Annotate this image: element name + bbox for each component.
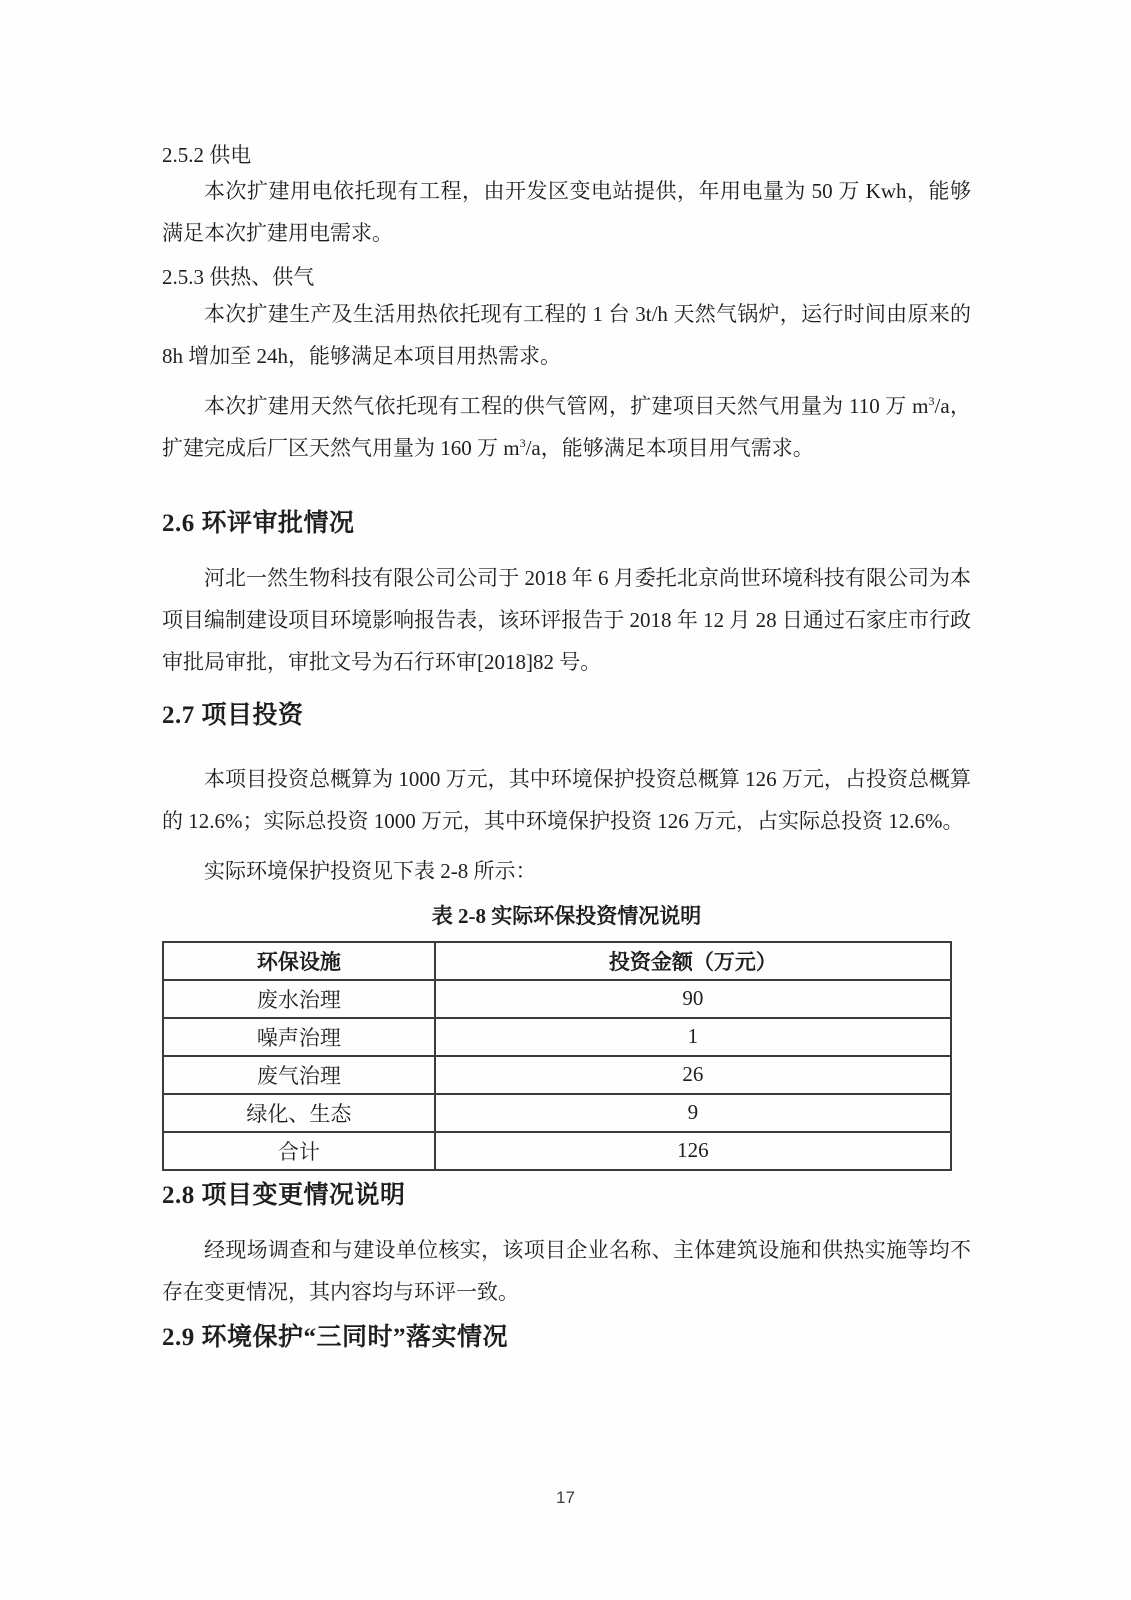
heading-2-7-investment: 2.7 项目投资 bbox=[162, 701, 304, 729]
amount-cell: 90 bbox=[435, 980, 951, 1018]
heading-2-9-three-simultaneous: 2.9 环境保护“三同时”落实情况 bbox=[162, 1323, 509, 1351]
table-header-facility: 环保设施 bbox=[163, 942, 435, 980]
heading-2-6-eia-approval: 2.6 环评审批情况 bbox=[162, 509, 355, 537]
cubic-superscript-1: 3 bbox=[928, 393, 935, 408]
paragraph-investment-table-intro: 实际环境保护投资见下表 2-8 所示： bbox=[204, 859, 537, 884]
amount-cell: 26 bbox=[435, 1056, 951, 1094]
facility-cell: 噪声治理 bbox=[163, 1018, 435, 1056]
table-row-exhaust-gas bbox=[163, 1056, 951, 1094]
paragraph-investment-summary: 本项目投资总概算为 1000 万元，其中环境保护投资总概算 126 万元，占投资总概算的 12.6%；实际总投资 1000 万元，其中环境保护投资 126 万元，占实际总投资 12.6%。 bbox=[162, 767, 971, 834]
paragraph-heat-supply: 本次扩建生产及生活用热依托现有工程的 1 台 3t/h 天然气锅炉，运行时间由原来的 8h 增加至 24h，能够满足本项目用热需求。 bbox=[162, 301, 971, 368]
subheading-2-5-2: 2.5.2 供电 bbox=[162, 143, 252, 167]
table-row-greening bbox=[163, 1094, 951, 1132]
facility-cell: 绿化、生态 bbox=[163, 1094, 435, 1132]
paragraph-eia-approval: 河北一然生物科技有限公司公司于 2018 年 6 月委托北京尚世环境科技有限公司为本项目编制建设项目环境影响报告表，该环评报告于 2018 年 12 月 28 日通过石家庄市行政审批局审批，审批文号为石行环审[2018]82 号。 bbox=[162, 565, 971, 674]
page-number: 17 bbox=[556, 1488, 575, 1507]
table-row-noise bbox=[163, 1018, 951, 1056]
table-row-wastewater bbox=[163, 980, 951, 1018]
amount-cell: 9 bbox=[435, 1094, 951, 1132]
paragraph-gas-supply bbox=[162, 385, 971, 469]
cubic-superscript-2: 3 bbox=[519, 435, 526, 450]
table-row-total bbox=[163, 1132, 951, 1170]
paragraph-project-changes: 经现场调查和与建设单位核实，该项目企业名称、主体建筑设施和供热实施等均不存在变更情况，其内容均与环评一致。 bbox=[162, 1237, 971, 1304]
facility-cell: 废气治理 bbox=[163, 1056, 435, 1094]
facility-cell: 合计 bbox=[163, 1132, 435, 1170]
gas-text-part3: /a，能够满足本项目用气需求。 bbox=[525, 435, 814, 460]
amount-cell: 126 bbox=[435, 1132, 951, 1170]
gas-text-part1: 本次扩建用天然气依托现有工程的供气管网，扩建项目天然气用量为 110 万 m bbox=[204, 393, 929, 418]
subheading-2-5-3: 2.5.3 供热、供气 bbox=[162, 265, 315, 290]
heading-2-8-project-changes: 2.8 项目变更情况说明 bbox=[162, 1181, 406, 1209]
table-header-amount: 投资金额（万元） bbox=[435, 942, 951, 980]
gas-text-part2: /a， 扩建完成后厂区天然气用量为 160 万 m bbox=[162, 393, 972, 460]
amount-cell: 1 bbox=[435, 1018, 951, 1056]
investment-table bbox=[162, 941, 952, 1171]
paragraph-power-supply: 本次扩建用电依托现有工程，由开发区变电站提供，年用电量为 50 万 Kwh，能够满足本次扩建用电需求。 bbox=[162, 179, 971, 246]
facility-cell: 废水治理 bbox=[163, 980, 435, 1018]
table-header-row bbox=[163, 942, 951, 980]
table-caption-2-8: 表 2-8 实际环保投资情况说明 bbox=[431, 904, 702, 929]
